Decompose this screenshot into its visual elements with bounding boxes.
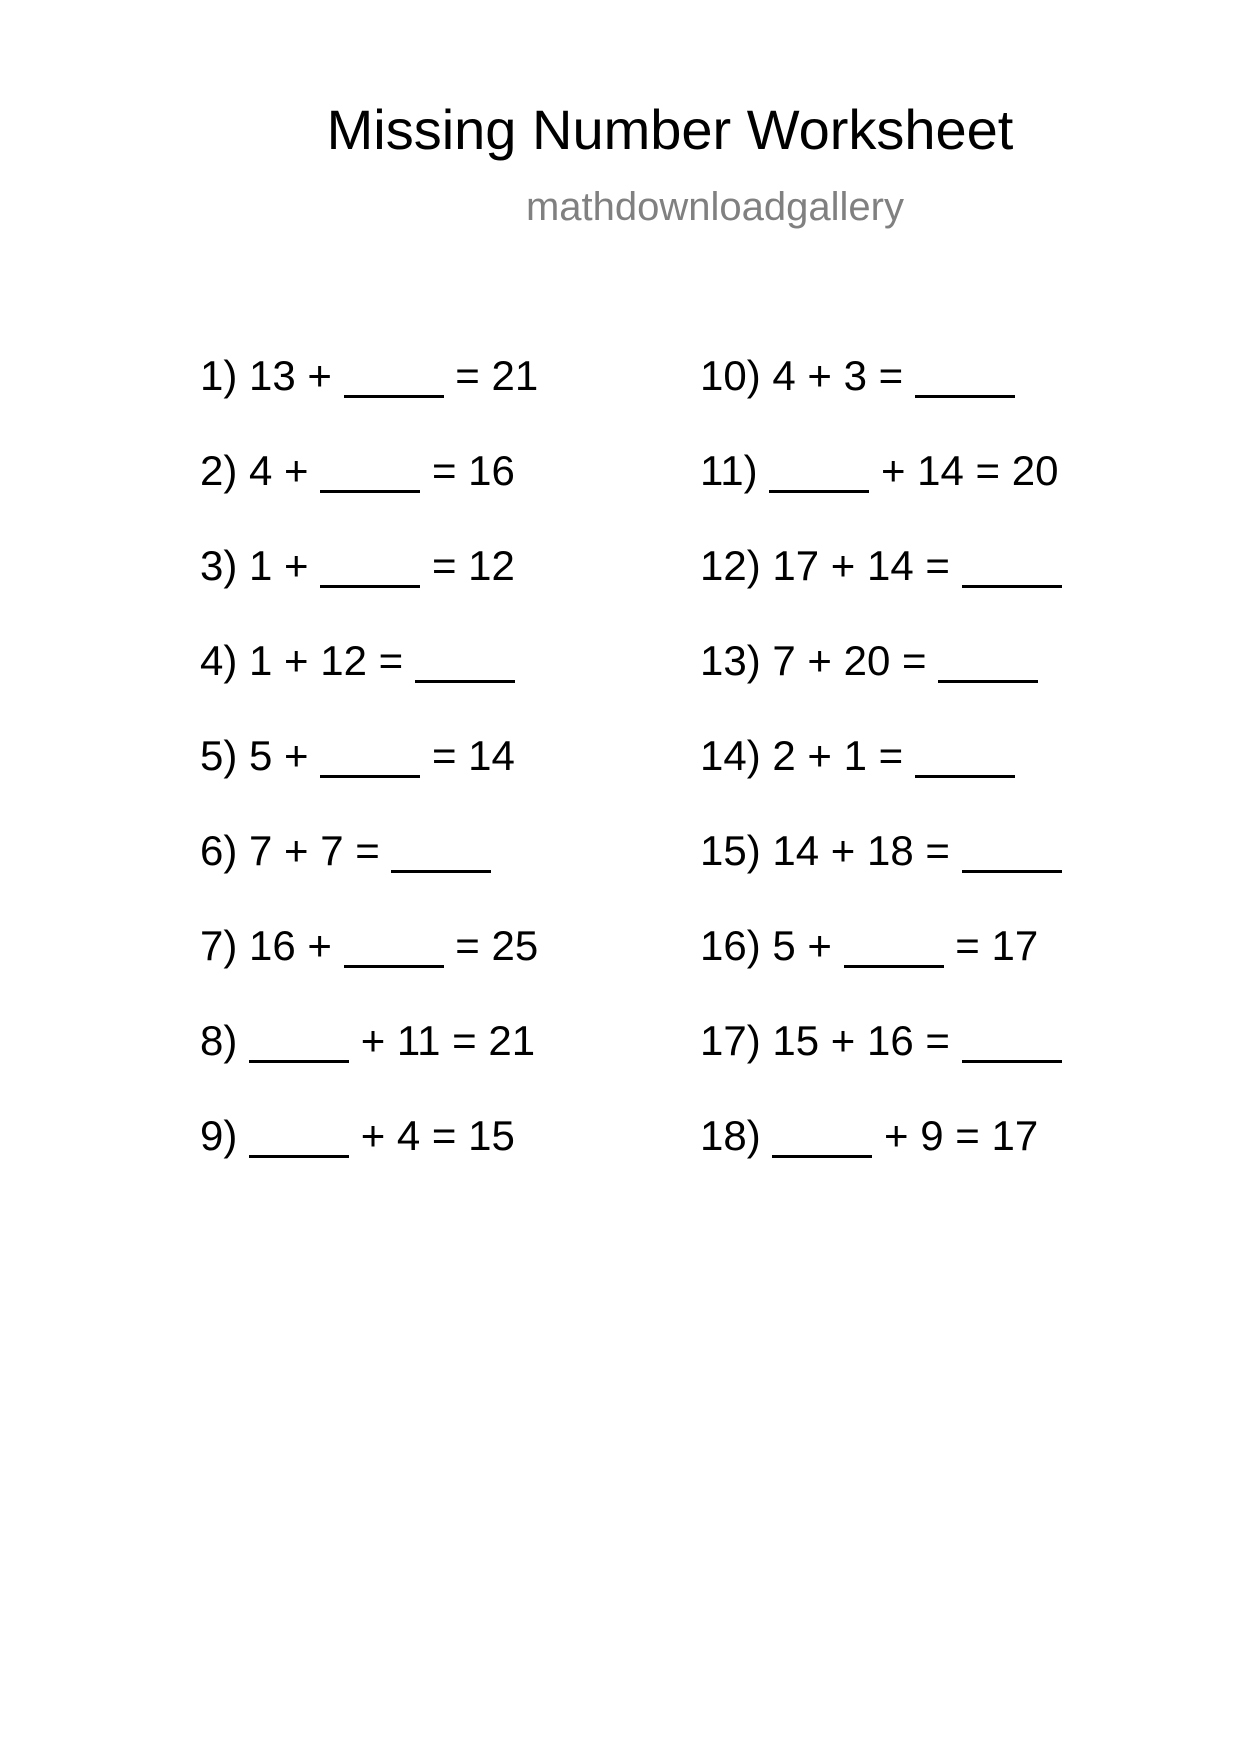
problem-expression-after: = 21 xyxy=(455,352,539,399)
answer-blank[interactable] xyxy=(769,456,869,493)
problem-number: 4) xyxy=(200,637,238,684)
problem-number: 5) xyxy=(200,732,238,779)
problem-expression-after: = 25 xyxy=(455,922,539,969)
problem-expression-after: = 17 xyxy=(955,922,1039,969)
problem-item xyxy=(200,732,538,827)
problem-number: 2) xyxy=(200,447,238,494)
problem-number: 7) xyxy=(200,922,238,969)
problem-expression-before: 7 + 7 = xyxy=(249,827,380,874)
answer-blank[interactable] xyxy=(415,646,515,683)
problem-expression-before: 15 + 16 = xyxy=(772,1017,950,1064)
problem-expression-after: + 4 = 15 xyxy=(360,1112,515,1159)
problem-item xyxy=(700,352,1062,447)
answer-blank[interactable] xyxy=(915,361,1015,398)
answer-blank[interactable] xyxy=(344,931,444,968)
problem-number: 6) xyxy=(200,827,238,874)
answer-blank[interactable] xyxy=(320,741,420,778)
problem-expression-before: 4 + xyxy=(249,447,309,494)
problem-expression-after: + 11 = 21 xyxy=(360,1017,536,1064)
worksheet-title: Missing Number Worksheet xyxy=(326,98,1014,161)
problem-number: 16) xyxy=(700,922,761,969)
answer-blank[interactable] xyxy=(391,836,491,873)
problems-left-column xyxy=(200,352,538,1207)
answer-blank[interactable] xyxy=(962,836,1062,873)
problem-item xyxy=(700,922,1062,1017)
answer-blank[interactable] xyxy=(320,551,420,588)
problem-number: 14) xyxy=(700,732,761,779)
answer-blank[interactable] xyxy=(962,551,1062,588)
problem-expression-before: 5 + xyxy=(249,732,309,779)
answer-blank[interactable] xyxy=(844,931,944,968)
problem-expression-before: 4 + 3 = xyxy=(772,352,904,399)
problem-item xyxy=(200,352,538,447)
problem-item xyxy=(200,922,538,1017)
problem-expression-before: 7 + 20 = xyxy=(772,637,927,684)
problem-number: 18) xyxy=(700,1112,761,1159)
problem-item xyxy=(700,542,1062,637)
problem-expression-after: = 12 xyxy=(431,542,515,589)
answer-blank[interactable] xyxy=(938,646,1038,683)
problem-expression-before: 1 + xyxy=(249,542,309,589)
problem-expression-before: 2 + 1 = xyxy=(772,732,904,779)
problem-expression-before: 5 + xyxy=(772,922,832,969)
problem-number: 1) xyxy=(200,352,238,399)
problem-number: 15) xyxy=(700,827,761,874)
problem-item xyxy=(200,1017,538,1112)
problem-number: 17) xyxy=(700,1017,761,1064)
problem-expression-after: + 14 = 20 xyxy=(880,447,1059,494)
problem-number: 3) xyxy=(200,542,238,589)
problem-item xyxy=(200,447,538,542)
answer-blank[interactable] xyxy=(772,1121,872,1158)
problem-expression-before: 14 + 18 = xyxy=(772,827,950,874)
problem-number: 13) xyxy=(700,637,761,684)
problems-right-column xyxy=(700,352,1062,1207)
answer-blank[interactable] xyxy=(249,1121,349,1158)
problem-number: 8) xyxy=(200,1017,238,1064)
problem-expression-after: = 14 xyxy=(431,732,515,779)
answer-blank[interactable] xyxy=(320,456,420,493)
problem-item xyxy=(200,1112,538,1207)
problem-expression-after: = 16 xyxy=(431,447,515,494)
problem-number: 10) xyxy=(700,352,761,399)
problem-expression-before: 16 + xyxy=(249,922,332,969)
problem-item xyxy=(700,732,1062,827)
problem-item xyxy=(200,542,538,637)
answer-blank[interactable] xyxy=(915,741,1015,778)
problem-item xyxy=(200,637,538,732)
problem-item xyxy=(200,827,538,922)
problem-item xyxy=(700,827,1062,922)
problem-number: 11) xyxy=(700,447,758,494)
problem-item xyxy=(700,1112,1062,1207)
worksheet-subtitle: mathdownloadgallery xyxy=(525,185,904,229)
problem-expression-before: 17 + 14 = xyxy=(772,542,950,589)
problem-expression-after: + 9 = 17 xyxy=(884,1112,1039,1159)
problem-item xyxy=(700,637,1062,732)
problem-number: 12) xyxy=(700,542,761,589)
answer-blank[interactable] xyxy=(962,1026,1062,1063)
answer-blank[interactable] xyxy=(344,361,444,398)
problem-item xyxy=(700,1017,1062,1112)
problem-expression-before: 13 + xyxy=(249,352,332,399)
problem-expression-before: 1 + 12 = xyxy=(249,637,404,684)
problem-number: 9) xyxy=(200,1112,238,1159)
problem-item xyxy=(700,447,1062,542)
answer-blank[interactable] xyxy=(249,1026,349,1063)
